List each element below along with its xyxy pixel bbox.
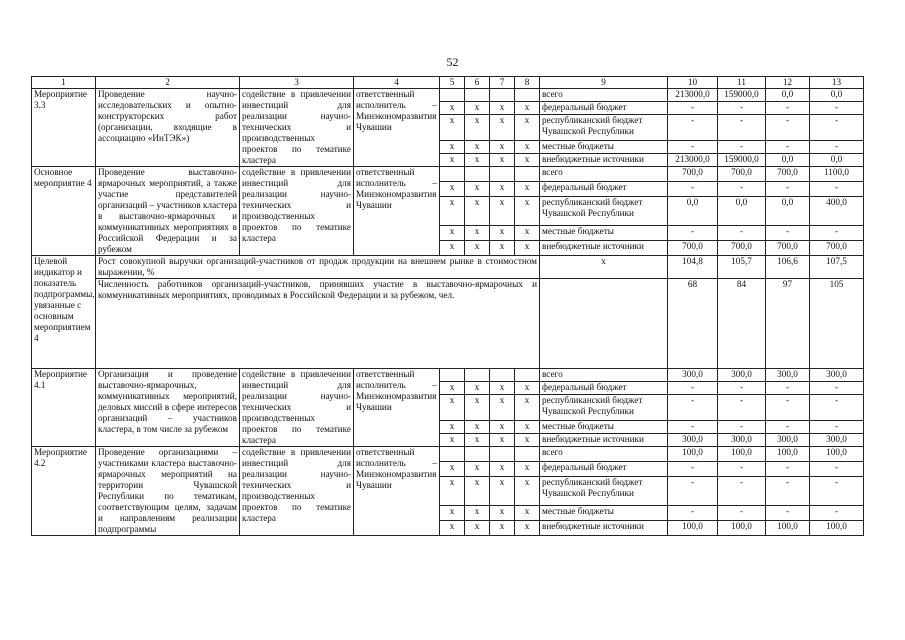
x-mark-cell: х xyxy=(440,520,465,535)
budget-value: 300,0 xyxy=(718,433,766,446)
budget-value: - xyxy=(810,382,864,395)
column-number: 10 xyxy=(668,77,718,89)
budget-value: - xyxy=(668,395,718,420)
budget-source: всего xyxy=(540,167,668,182)
column-number: 5 xyxy=(440,77,465,89)
column-number: 2 xyxy=(96,77,240,89)
column-number: 4 xyxy=(354,77,440,89)
x-mark-cell: х xyxy=(440,420,465,433)
table-row xyxy=(32,89,864,102)
budget-value: 100,0 xyxy=(668,447,718,462)
page-number: 52 xyxy=(446,55,459,69)
column-number: 7 xyxy=(490,77,515,89)
x-mark-cell xyxy=(490,447,515,462)
budget-value: 700,0 xyxy=(766,167,810,182)
budget-value: - xyxy=(668,102,718,115)
budget-source: внебюджетные источники xyxy=(540,153,668,166)
budget-value: 700,0 xyxy=(810,240,864,255)
event-responsible: ответственный исполнитель – Минэкономразвития Чувашии xyxy=(354,89,440,167)
x-mark-cell: х xyxy=(490,102,515,115)
budget-source: местные бюджеты xyxy=(540,225,668,240)
event-responsible: ответственный исполнитель – Минэкономразвития Чувашии xyxy=(354,167,440,256)
indicator-text: Рост совокупной выручки организаций-участников от продаж продукции на внешнем рынке в стоимостном выражении, % xyxy=(96,256,540,279)
x-mark-cell xyxy=(465,447,490,462)
budget-source: федеральный бюджет xyxy=(540,102,668,115)
budget-value: - xyxy=(668,140,718,153)
x-mark-cell: х xyxy=(515,240,540,255)
budget-value: - xyxy=(766,102,810,115)
x-mark-cell: х xyxy=(515,395,540,420)
x-mark-cell: х xyxy=(490,462,515,477)
budget-value: 1100,0 xyxy=(810,167,864,182)
budget-value: - xyxy=(810,462,864,477)
budget-value: - xyxy=(766,382,810,395)
x-mark-cell: х xyxy=(465,382,490,395)
x-mark-cell: х xyxy=(490,153,515,166)
x-mark-cell: х xyxy=(490,225,515,240)
column-number: 1 xyxy=(32,77,96,89)
budget-value: 213000,0 xyxy=(668,89,718,102)
budget-value: 0,0 xyxy=(810,89,864,102)
x-mark-cell: х xyxy=(440,225,465,240)
table-row xyxy=(32,369,864,382)
budget-source: местные бюджеты xyxy=(540,505,668,520)
budget-value: - xyxy=(718,115,766,140)
column-number: 3 xyxy=(240,77,354,89)
budget-source: внебюджетные источники xyxy=(540,433,668,446)
x-mark-cell: х xyxy=(440,477,465,506)
budget-value: - xyxy=(668,462,718,477)
x-mark-cell: х xyxy=(515,102,540,115)
budget-value: 700,0 xyxy=(668,240,718,255)
x-mark-cell: х xyxy=(490,382,515,395)
budget-value: - xyxy=(810,477,864,506)
x-mark-cell: х xyxy=(465,153,490,166)
budget-source: всего xyxy=(540,89,668,102)
budget-value: 159000,0 xyxy=(718,153,766,166)
indicator-value: 68 xyxy=(668,279,718,369)
budget-value: 300,0 xyxy=(810,433,864,446)
budget-value: - xyxy=(718,477,766,506)
budget-value: - xyxy=(766,225,810,240)
indicator-row xyxy=(32,256,864,279)
x-mark-cell: х xyxy=(465,102,490,115)
budget-value: 300,0 xyxy=(668,433,718,446)
x-mark-cell: х xyxy=(490,182,515,197)
x-mark-cell xyxy=(490,167,515,182)
budget-value: - xyxy=(766,505,810,520)
indicator-label: Целевой индикатор и показатель подпрограммы, увязанные с основным мероприятием 4 xyxy=(32,256,96,369)
budget-value: - xyxy=(668,505,718,520)
x-mark-cell xyxy=(515,89,540,102)
x-mark-cell: х xyxy=(465,182,490,197)
event-description: Организация и проведение выставочно-ярмарочных, коммуникативных мероприятий, деловых миссий в сфере интересов организаций – участников кластера, в том числе за рубежом xyxy=(96,369,240,447)
budget-source: федеральный бюджет xyxy=(540,182,668,197)
column-number: 13 xyxy=(810,77,864,89)
x-mark-cell: х xyxy=(440,197,465,226)
column-number: 12 xyxy=(766,77,810,89)
budget-value: - xyxy=(668,382,718,395)
budget-value: - xyxy=(810,505,864,520)
x-mark-cell: х xyxy=(515,520,540,535)
event-name: Мероприятие 4.2 xyxy=(32,447,96,536)
budget-value: 700,0 xyxy=(718,167,766,182)
x-mark-cell: х xyxy=(490,240,515,255)
x-mark-cell xyxy=(515,447,540,462)
indicator-row xyxy=(32,279,864,369)
budget-value: - xyxy=(766,477,810,506)
x-mark-cell: х xyxy=(465,505,490,520)
indicator-value: 84 xyxy=(718,279,766,369)
budget-value: - xyxy=(668,182,718,197)
budget-value: - xyxy=(718,225,766,240)
x-mark-cell: х xyxy=(490,433,515,446)
budget-value: 100,0 xyxy=(766,520,810,535)
event-description: Проведение научно-исследовательских и опытно-конструкторских работ (организации, входящие в ассоциацию «ИнТЭК») xyxy=(96,89,240,167)
x-mark-cell: х xyxy=(465,225,490,240)
x-mark-cell: х xyxy=(465,395,490,420)
budget-value: - xyxy=(810,102,864,115)
table-row xyxy=(32,447,864,462)
x-mark-cell: х xyxy=(440,462,465,477)
x-mark-cell xyxy=(440,447,465,462)
budget-value: - xyxy=(810,182,864,197)
x-mark-cell: х xyxy=(490,477,515,506)
budget-value: - xyxy=(668,225,718,240)
budget-value: 300,0 xyxy=(810,369,864,382)
budget-source: внебюджетные источники xyxy=(540,520,668,535)
x-mark-cell: х xyxy=(465,520,490,535)
x-mark-cell xyxy=(440,369,465,382)
x-mark-cell: х xyxy=(465,240,490,255)
x-mark-cell: х xyxy=(465,462,490,477)
budget-value: 100,0 xyxy=(668,520,718,535)
program-table xyxy=(31,76,864,536)
budget-value: - xyxy=(718,462,766,477)
budget-source: республиканский бюджет Чувашской Республики xyxy=(540,395,668,420)
budget-source: федеральный бюджет xyxy=(540,382,668,395)
x-mark-cell xyxy=(490,369,515,382)
budget-value: - xyxy=(810,225,864,240)
x-mark-cell: х xyxy=(440,433,465,446)
budget-value: 300,0 xyxy=(718,369,766,382)
x-mark-cell: х xyxy=(490,395,515,420)
x-mark-cell xyxy=(465,369,490,382)
x-mark-cell: х xyxy=(515,505,540,520)
event-description: Проведение организациями – участниками кластера выставочно-ярмарочных мероприятий на территории Чувашской Республики по тематикам, соответствующим целям, задачам и направлениям реализации подпрограммы xyxy=(96,447,240,536)
budget-value: 700,0 xyxy=(766,240,810,255)
event-responsible: ответственный исполнитель – Минэкономразвития Чувашии xyxy=(354,369,440,447)
budget-value: 0,0 xyxy=(810,153,864,166)
x-mark-cell xyxy=(515,369,540,382)
x-mark-cell: х xyxy=(490,520,515,535)
budget-value: - xyxy=(766,182,810,197)
column-number: 9 xyxy=(540,77,668,89)
indicator-value: 107,5 xyxy=(810,256,864,279)
event-name: Мероприятие 3.3 xyxy=(32,89,96,167)
x-mark-cell: х xyxy=(515,197,540,226)
budget-source: республиканский бюджет Чувашской Республики xyxy=(540,115,668,140)
indicator-text: Численность работников организаций-участников, принявших участие в выставочно-ярмарочных и коммуникативных мероприятиях, проводимых в Российской Федерации и за рубежом, чел. xyxy=(96,279,540,369)
x-mark-cell xyxy=(515,167,540,182)
budget-value: - xyxy=(810,395,864,420)
budget-value: 100,0 xyxy=(810,520,864,535)
budget-source: всего xyxy=(540,447,668,462)
budget-value: 0,0 xyxy=(766,197,810,226)
x-mark-cell: х xyxy=(440,395,465,420)
x-mark-cell: х xyxy=(440,240,465,255)
budget-value: 400,0 xyxy=(810,197,864,226)
event-description: Проведение выставочно-ярмарочных мероприятий, а также участие представителей организаций – участников кластера в выставочно-ярмарочных и коммуникативных мероприятиях в Российской Федерации и за рубежом xyxy=(96,167,240,256)
x-mark-cell: х xyxy=(515,140,540,153)
column-number: 11 xyxy=(718,77,766,89)
budget-source: всего xyxy=(540,369,668,382)
x-mark-cell: х xyxy=(515,182,540,197)
x-mark-cell xyxy=(440,167,465,182)
x-mark-cell: х xyxy=(515,382,540,395)
x-mark-cell xyxy=(490,89,515,102)
budget-value: 300,0 xyxy=(766,369,810,382)
budget-value: - xyxy=(810,420,864,433)
x-mark-cell: х xyxy=(515,462,540,477)
event-goal: содействие в привлечении инвестиций для реализации научно-технических и производственных проектов по тематике кластера xyxy=(240,369,354,447)
x-mark-cell: х xyxy=(515,115,540,140)
indicator-value: 104,8 xyxy=(668,256,718,279)
budget-value: - xyxy=(766,420,810,433)
x-mark-cell: х xyxy=(440,505,465,520)
x-mark-cell: х xyxy=(440,140,465,153)
budget-value: - xyxy=(766,395,810,420)
budget-value: - xyxy=(668,420,718,433)
budget-value: - xyxy=(718,102,766,115)
x-mark-cell: х xyxy=(515,433,540,446)
budget-value: 100,0 xyxy=(718,447,766,462)
x-mark-cell: х xyxy=(490,505,515,520)
budget-value: 159000,0 xyxy=(718,89,766,102)
budget-value: - xyxy=(718,505,766,520)
event-goal: содействие в привлечении инвестиций для реализации научно-технических и производственных проектов по тематике кластера xyxy=(240,89,354,167)
budget-value: - xyxy=(766,462,810,477)
table-row xyxy=(32,167,864,182)
x-mark-cell: х xyxy=(490,420,515,433)
event-goal: содействие в привлечении инвестиций для реализации научно-технических и производственных проектов по тематике кластера xyxy=(240,447,354,536)
budget-value: - xyxy=(766,140,810,153)
budget-value: 0,0 xyxy=(718,197,766,226)
column-number: 6 xyxy=(465,77,490,89)
budget-value: 0,0 xyxy=(766,153,810,166)
x-mark-cell: х xyxy=(515,225,540,240)
indicator-value: 106,6 xyxy=(766,256,810,279)
event-name: Мероприятие 4.1 xyxy=(32,369,96,447)
event-name: Основное мероприятие 4 xyxy=(32,167,96,256)
indicator-col9 xyxy=(540,279,668,369)
budget-value: - xyxy=(668,115,718,140)
x-mark-cell: х xyxy=(465,115,490,140)
budget-value: - xyxy=(668,477,718,506)
x-mark-cell: х xyxy=(465,433,490,446)
budget-value: - xyxy=(718,140,766,153)
indicator-col9: х xyxy=(540,256,668,279)
x-mark-cell: х xyxy=(440,102,465,115)
column-number: 8 xyxy=(515,77,540,89)
indicator-value: 97 xyxy=(766,279,810,369)
budget-value: 300,0 xyxy=(766,433,810,446)
x-mark-cell: х xyxy=(515,153,540,166)
x-mark-cell: х xyxy=(465,140,490,153)
budget-value: 100,0 xyxy=(718,520,766,535)
x-mark-cell xyxy=(465,89,490,102)
x-mark-cell: х xyxy=(515,477,540,506)
x-mark-cell: х xyxy=(465,197,490,226)
budget-source: местные бюджеты xyxy=(540,140,668,153)
x-mark-cell: х xyxy=(440,182,465,197)
x-mark-cell: х xyxy=(440,115,465,140)
x-mark-cell: х xyxy=(490,140,515,153)
x-mark-cell: х xyxy=(490,197,515,226)
budget-value: 0,0 xyxy=(766,89,810,102)
x-mark-cell: х xyxy=(440,382,465,395)
budget-value: - xyxy=(810,115,864,140)
budget-value: 100,0 xyxy=(810,447,864,462)
x-mark-cell xyxy=(440,89,465,102)
budget-value: 700,0 xyxy=(668,167,718,182)
budget-source: федеральный бюджет xyxy=(540,462,668,477)
budget-value: - xyxy=(718,382,766,395)
event-responsible: ответственный исполнитель – Минэкономразвития Чувашии xyxy=(354,447,440,536)
x-mark-cell: х xyxy=(490,115,515,140)
budget-value: 100,0 xyxy=(766,447,810,462)
budget-value: 700,0 xyxy=(718,240,766,255)
budget-value: - xyxy=(810,140,864,153)
x-mark-cell: х xyxy=(440,153,465,166)
budget-value: - xyxy=(718,182,766,197)
x-mark-cell: х xyxy=(465,477,490,506)
budget-source: местные бюджеты xyxy=(540,420,668,433)
event-goal: содействие в привлечении инвестиций для реализации научно-технических и производственных проектов по тематике кластера xyxy=(240,167,354,256)
budget-value: 213000,0 xyxy=(668,153,718,166)
budget-value: 0,0 xyxy=(668,197,718,226)
budget-value: - xyxy=(766,115,810,140)
budget-value: - xyxy=(718,395,766,420)
indicator-value: 105 xyxy=(810,279,864,369)
indicator-value: 105,7 xyxy=(718,256,766,279)
column-number-row xyxy=(32,77,864,89)
budget-source: республиканский бюджет Чувашской Республики xyxy=(540,197,668,226)
budget-source: внебюджетные источники xyxy=(540,240,668,255)
budget-source: республиканский бюджет Чувашской Республики xyxy=(540,477,668,506)
x-mark-cell: х xyxy=(515,420,540,433)
x-mark-cell: х xyxy=(465,420,490,433)
budget-value: - xyxy=(718,420,766,433)
x-mark-cell xyxy=(465,167,490,182)
budget-value: 300,0 xyxy=(668,369,718,382)
